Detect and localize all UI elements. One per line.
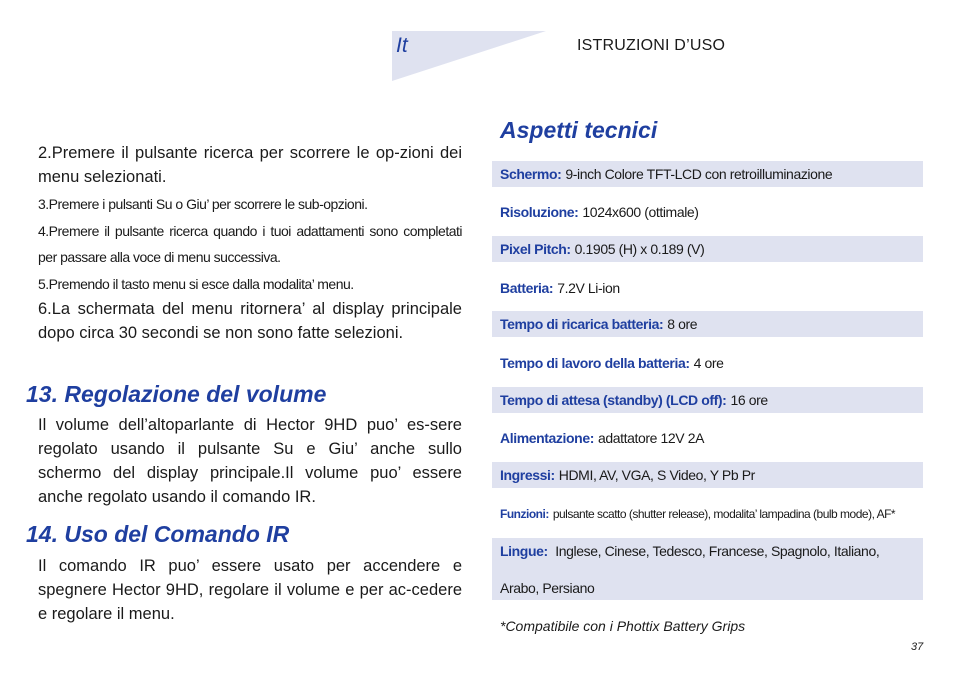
section-13-heading: 13. Regolazione del volume bbox=[26, 381, 327, 407]
spec-label: Schermo: bbox=[500, 166, 562, 182]
page-number: 37 bbox=[911, 641, 924, 653]
spec-value: 9-inch Colore TFT-LCD con retroilluminazione bbox=[565, 166, 833, 182]
intro-steps bbox=[38, 141, 462, 345]
section-14-body bbox=[38, 554, 462, 626]
section-14-heading: 14. Uso del Comando IR bbox=[26, 521, 290, 547]
spec-label: Tempo di ricarica batteria: bbox=[500, 316, 664, 332]
spec-row bbox=[492, 462, 923, 488]
spec-value: Inglese, Cinese, Tedesco, Francese, Spagnolo, Italiano, bbox=[555, 543, 880, 559]
spec-value: HDMI, AV, VGA, S Video, Y Pb Pr bbox=[558, 467, 755, 483]
spec-row bbox=[492, 311, 923, 337]
spec-row bbox=[492, 387, 923, 413]
spec-row bbox=[492, 501, 923, 527]
spec-value: 16 ore bbox=[730, 392, 768, 408]
spec-value: 4 ore bbox=[693, 355, 724, 371]
spec-row bbox=[492, 425, 923, 451]
spec-label: Tempo di lavoro della batteria: bbox=[500, 355, 690, 371]
spec-value: 7.2V Li-ion bbox=[557, 280, 620, 296]
spec-label: Lingue: bbox=[500, 543, 548, 559]
header-triangle-decoration bbox=[392, 31, 546, 81]
step-2: 2.Premere il pulsante ricerca per scorrere le op-zioni dei menu selezionati. bbox=[38, 144, 462, 186]
step-3: 3.Premere i pulsanti Su o Giu’ per scorrere le sub-opzioni. bbox=[38, 196, 368, 212]
spec-value: pulsante scatto (shutter release), modalita’ lampadina (bulb mode), AF* bbox=[552, 507, 896, 521]
spec-row bbox=[492, 199, 923, 225]
spec-label: Alimentazione: bbox=[500, 430, 594, 446]
lingue-line-1 bbox=[500, 543, 879, 559]
specs-title: Aspetti tecnici bbox=[500, 117, 658, 143]
spec-label: Pixel Pitch: bbox=[500, 241, 571, 257]
lingue-line-2: Arabo, Persiano bbox=[500, 580, 595, 596]
spec-value: 0.1905 (H) x 0.189 (V) bbox=[574, 241, 705, 257]
language-tag: It bbox=[396, 34, 408, 57]
section-14-text: Il comando IR puo’ essere usato per accendere e spegnere Hector 9HD, regolare il volume e per ac-cedere e regolare il menu. bbox=[38, 557, 462, 623]
spec-row-lingue bbox=[492, 538, 923, 600]
spec-row bbox=[492, 350, 923, 376]
spec-value: 1024x600 (ottimale) bbox=[582, 204, 699, 220]
spec-label: Risoluzione: bbox=[500, 204, 579, 220]
step-6: 6.La schermata del menu ritornera’ al display principale dopo circa 30 secondi se non sono fatte selezioni. bbox=[38, 300, 462, 342]
footnote: *Compatibile con i Phottix Battery Grips bbox=[500, 618, 746, 634]
spec-row bbox=[492, 275, 923, 301]
spec-value: adattatore 12V 2A bbox=[597, 430, 705, 446]
spec-label: Tempo di attesa (standby) (LCD off): bbox=[500, 392, 727, 408]
spec-label: Funzioni: bbox=[500, 507, 549, 521]
step-4: 4.Premere il pulsante ricerca quando i tuoi adattamenti sono completati per passare alla voce di menu successiva. bbox=[38, 222, 462, 265]
spec-row bbox=[492, 236, 923, 262]
spec-label: Ingressi: bbox=[500, 467, 555, 483]
section-13-text: Il volume dell’altoparlante di Hector 9HD puo’ es-sere regolato usando il pulsante Su e Giu’ anche sullo schermo del display principale.Il volume puo’ essere anche regolato usando il comando IR. bbox=[38, 416, 462, 506]
step-5: 5.Premendo il tasto menu si esce dalla modalita’ menu. bbox=[38, 275, 354, 292]
section-13-body bbox=[38, 413, 462, 509]
spec-value: 8 ore bbox=[667, 316, 698, 332]
spec-label: Batteria: bbox=[500, 280, 554, 296]
header-title: ISTRUZIONI D’USO bbox=[577, 37, 726, 54]
spec-row bbox=[492, 161, 923, 187]
